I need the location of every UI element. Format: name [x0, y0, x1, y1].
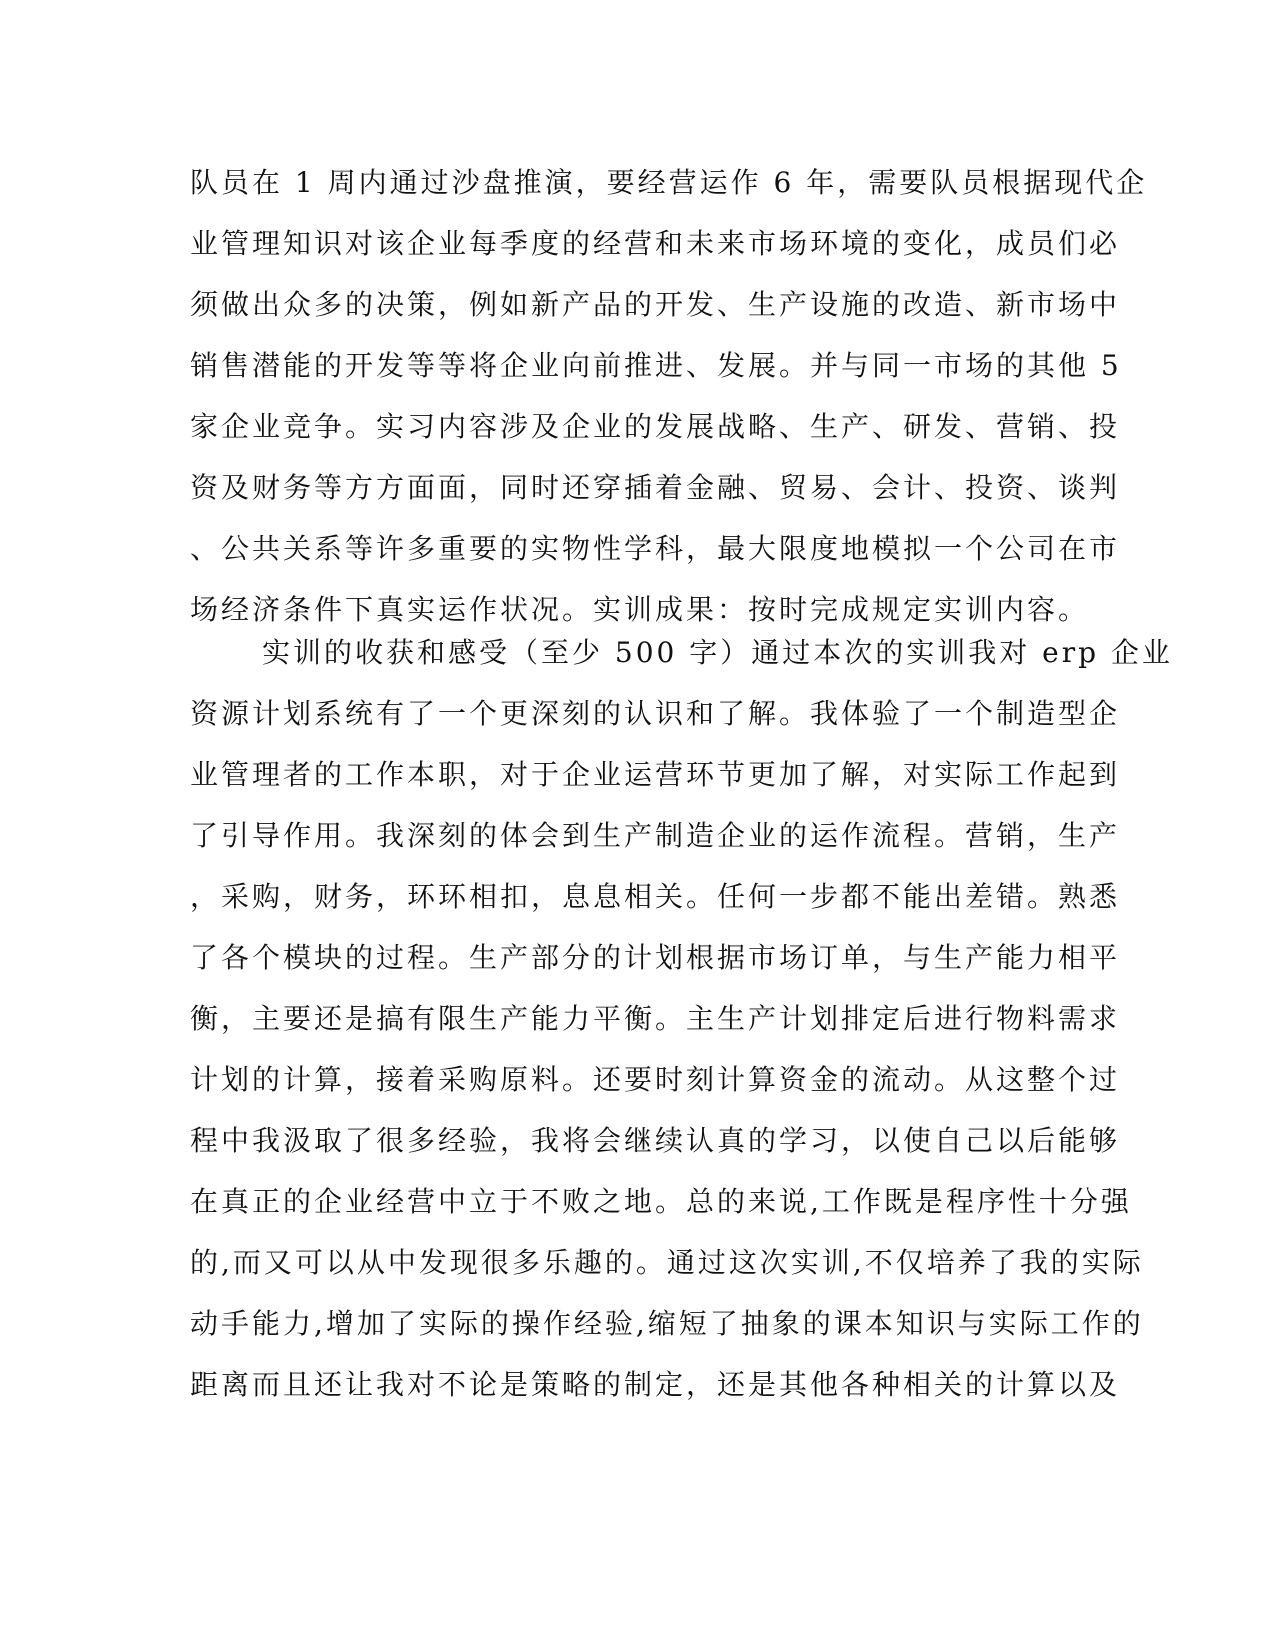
text-line: 业管理者的工作本职，对于企业运营环节更加了解，对实际工作起到: [190, 758, 1121, 791]
text-line: 场经济条件下真实运作状况。实训成果：按时完成规定实训内容。: [190, 593, 1090, 626]
text-line: 了引导作用。我深刻的体会到生产制造企业的运作流程。营销，生产: [190, 819, 1121, 852]
text-line: 、公共关系等许多重要的实物性学科，最大限度地模拟一个公司在市: [190, 532, 1121, 565]
paragraph-1: [190, 152, 1148, 640]
text-line: 计划的计算，接着采购原料。还要时刻计算资金的流动。从这整个过: [190, 1063, 1121, 1096]
text-line: 队员在 1 周内通过沙盘推演，要经营运作 6 年，需要队员根据现代企: [190, 166, 1148, 199]
text-line: 资及财务等方方面面，同时还穿插着金融、贸易、会计、投资、谈判: [190, 471, 1121, 504]
text-line: 家企业竞争。实习内容涉及企业的发展战略、生产、研发、营销、投: [190, 410, 1121, 443]
text-line: 业管理知识对该企业每季度的经营和未来市场环境的变化，成员们必: [190, 227, 1121, 260]
text-line: 距离而且还让我对不论是策略的制定，还是其他各种相关的计算以及: [190, 1368, 1121, 1401]
text-line: 须做出众多的决策，例如新产品的开发、生产设施的改造、新市场中: [190, 288, 1121, 321]
text-line: 销售潜能的开发等等将企业向前推进、发展。并与同一市场的其他 5: [190, 349, 1122, 382]
text-line: ，采购，财务，环环相扣，息息相关。任何一步都不能出差错。熟悉: [190, 880, 1121, 913]
text-line: 了各个模块的过程。生产部分的计划根据市场订单，与生产能力相平: [190, 941, 1121, 974]
text-line: 衡，主要还是搞有限生产能力平衡。主生产计划排定后进行物料需求: [190, 1002, 1121, 1035]
text-line-indented: 实训的收获和感受（至少 500 字）通过本次的实训我对 erp 企业: [262, 636, 1173, 669]
text-line: 动手能力,增加了实际的操作经验,缩短了抽象的课本知识与实际工作的: [190, 1307, 1144, 1340]
text-line: 资源计划系统有了一个更深刻的认识和了解。我体验了一个制造型企: [190, 697, 1121, 730]
paragraph-2: [190, 622, 1173, 1415]
text-line: 在真正的企业经营中立于不败之地。总的来说,工作既是程序性十分强: [190, 1185, 1132, 1218]
text-line: 的,而又可以从中发现很多乐趣的。通过这次实训,不仅培养了我的实际: [190, 1246, 1144, 1279]
text-line: 程中我汲取了很多经验，我将会继续认真的学习，以使自己以后能够: [190, 1124, 1121, 1157]
